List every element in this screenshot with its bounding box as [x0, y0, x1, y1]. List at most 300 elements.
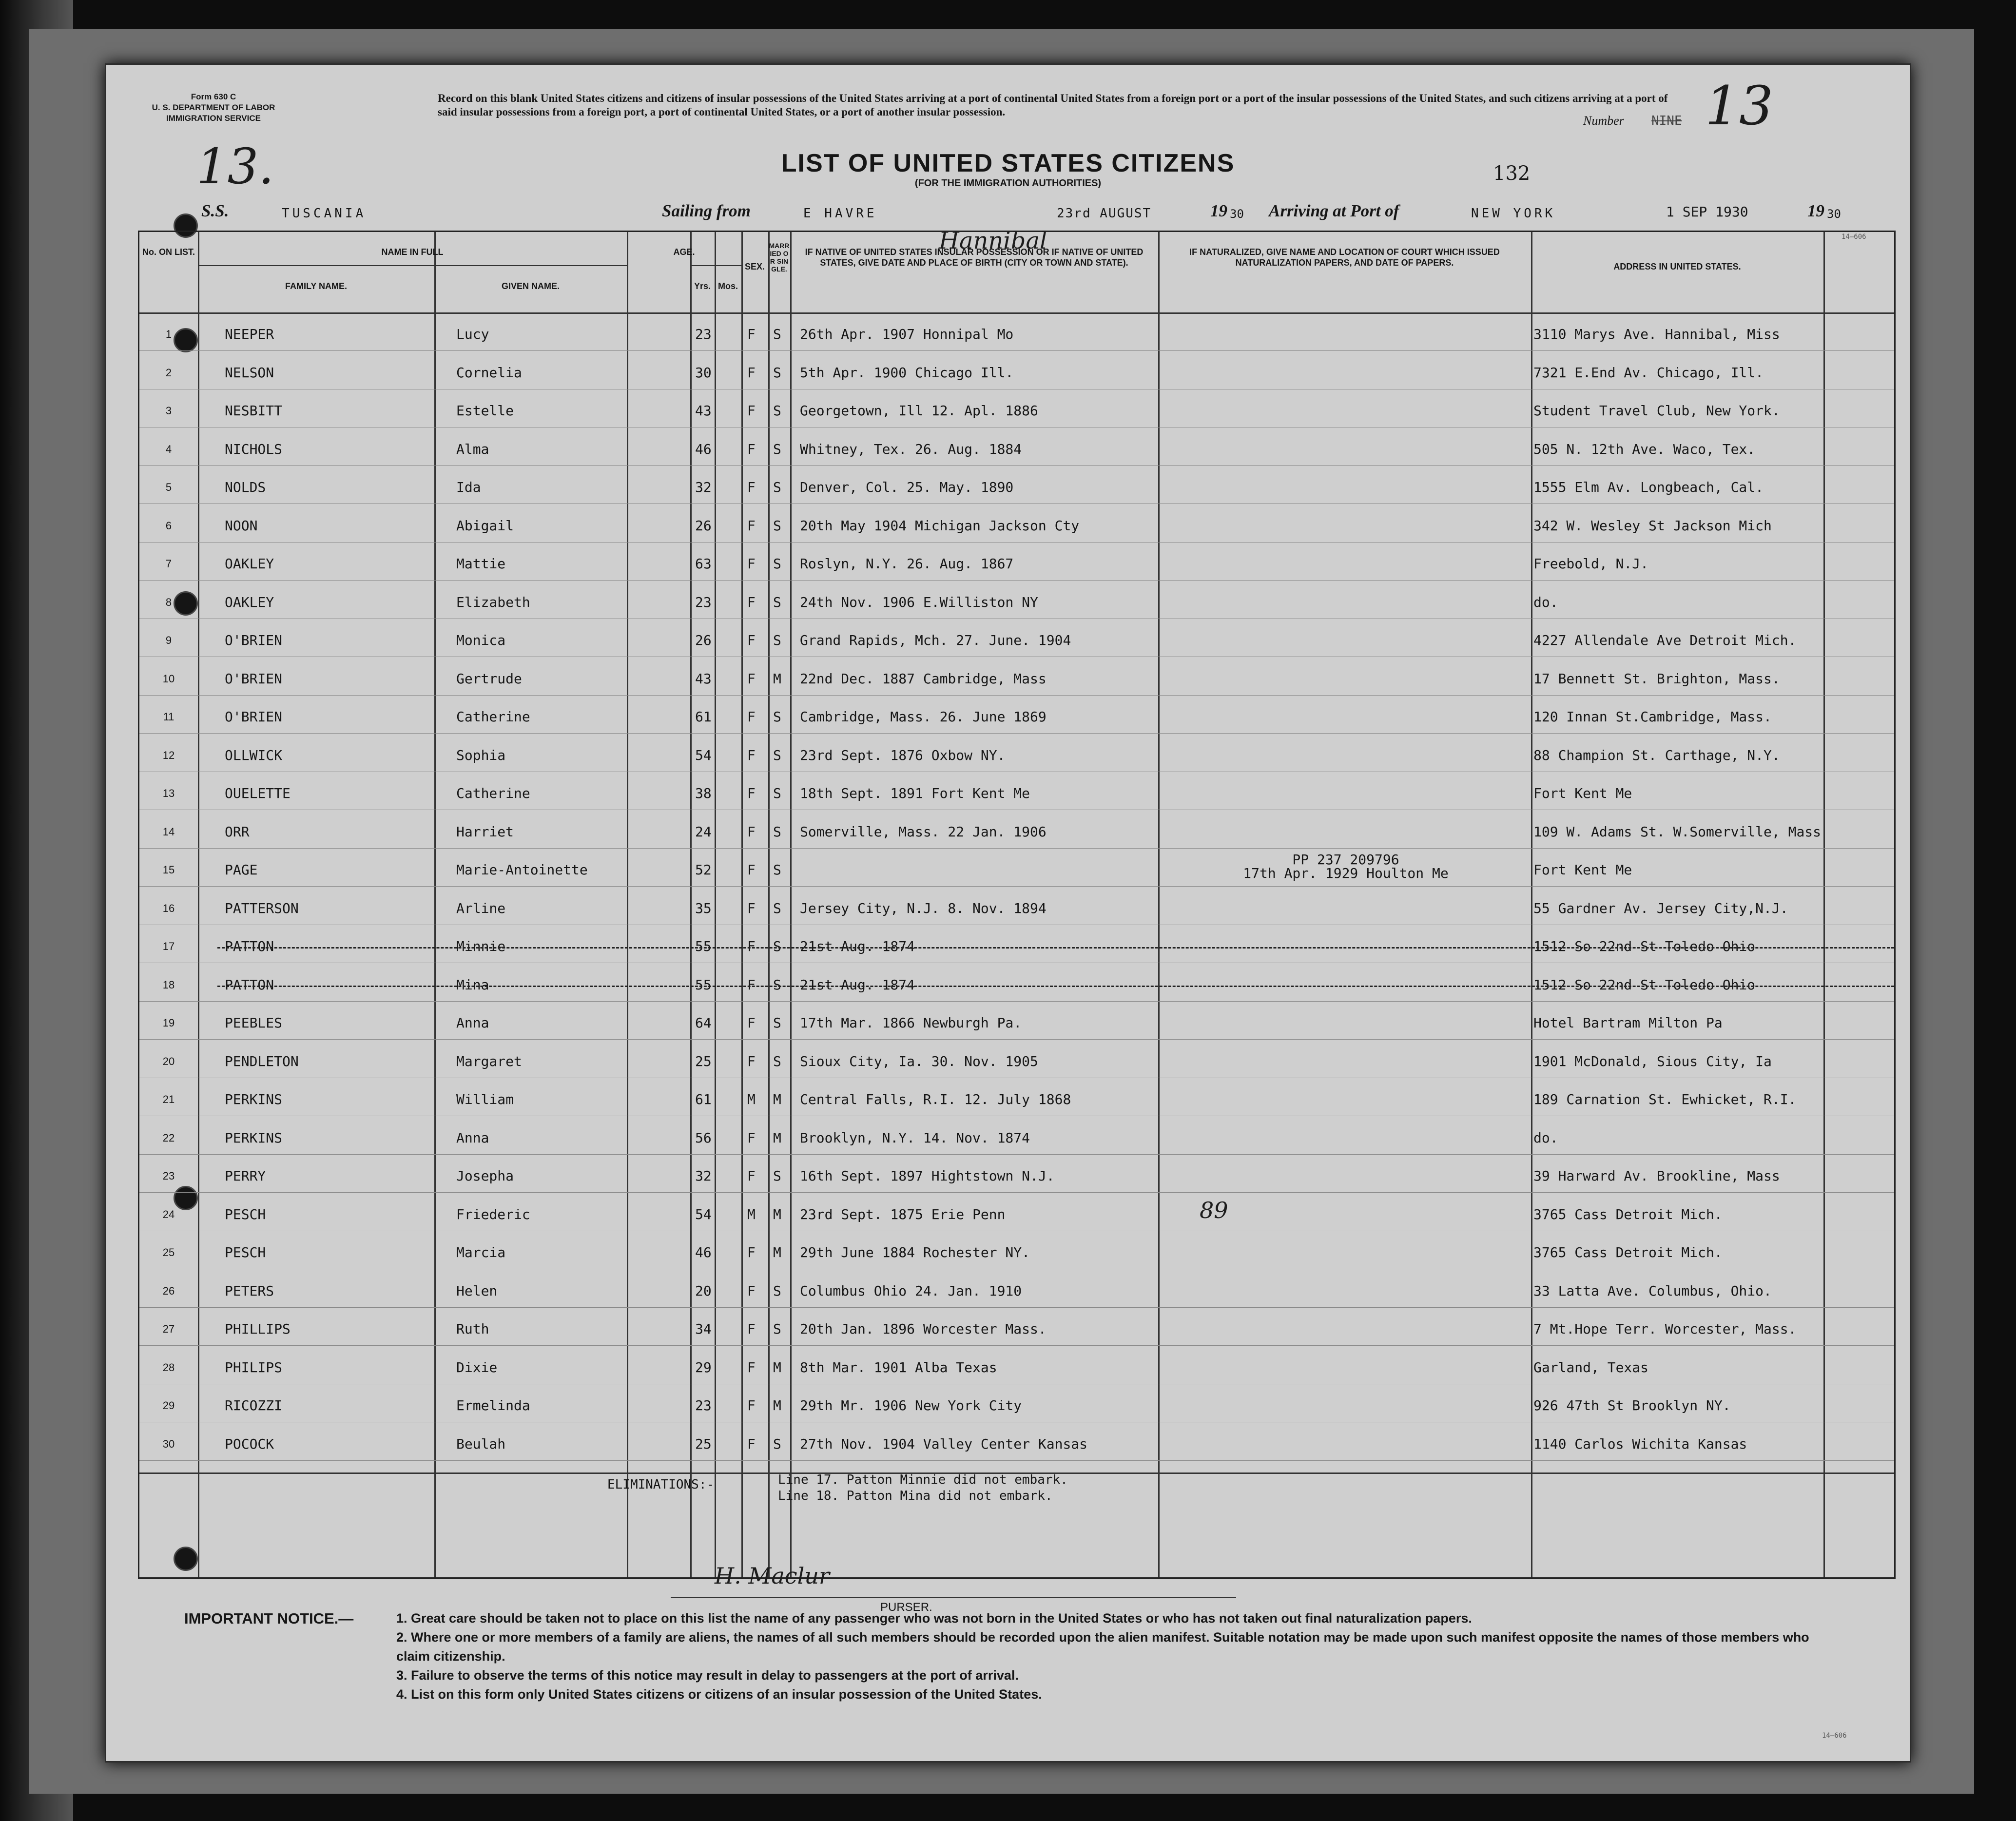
- given-name: Elizabeth: [456, 594, 530, 610]
- department-name: U. S. DEPARTMENT OF LABOR: [152, 103, 275, 112]
- address: 55 Gardner Av. Jersey City,N.J.: [1533, 900, 1788, 916]
- marital-status: M: [773, 1359, 781, 1375]
- elimination-line-17: Line 17. Patton Minnie did not embark.: [778, 1472, 1068, 1487]
- family-name: PATTERSON: [225, 900, 299, 916]
- age-years: 35: [695, 900, 712, 916]
- family-name: O'BRIEN: [225, 632, 283, 648]
- service-name: IMMIGRATION SERVICE: [166, 114, 261, 123]
- marital-status: S: [773, 556, 781, 572]
- age-years: 46: [695, 441, 712, 457]
- row-rule: [139, 1307, 1894, 1308]
- address: do.: [1533, 594, 1558, 610]
- given-name: Catherine: [456, 785, 530, 801]
- given-name: Catherine: [456, 709, 530, 725]
- address: Fort Kent Me: [1533, 862, 1632, 878]
- notice-item-4: 4. List on this form only United States citizens or citizens of an insular possession of the United States.: [396, 1687, 1042, 1702]
- family-name: NEEPER: [225, 326, 274, 342]
- row-number: 18: [162, 978, 175, 991]
- given-name: Helen: [456, 1282, 498, 1299]
- address: Garland, Texas: [1533, 1359, 1649, 1375]
- given-name: Sophia: [456, 747, 506, 763]
- row-number: 17: [162, 940, 175, 952]
- age-years: 25: [695, 1053, 712, 1069]
- sex: F: [747, 326, 756, 342]
- marital-status: S: [773, 785, 781, 801]
- age-years: 38: [695, 785, 712, 801]
- given-name: Monica: [456, 632, 506, 648]
- notice-item-3: 3. Failure to observe the terms of this notice may result in delay to passengers at the port of arrival.: [396, 1668, 1019, 1683]
- address: 505 N. 12th Ave. Waco, Tex.: [1533, 441, 1756, 457]
- birth-details: 23rd Sept. 1875 Erie Penn: [800, 1206, 1006, 1222]
- birth-details: 27th Nov. 1904 Valley Center Kansas: [800, 1435, 1088, 1452]
- family-name: NOLDS: [225, 479, 266, 495]
- year-prefix-arrival: 19: [1807, 201, 1824, 220]
- row-number: 10: [162, 672, 175, 685]
- sex: F: [747, 976, 756, 993]
- address: 189 Carnation St. Ewhicket, R.I.: [1533, 1091, 1797, 1107]
- marital-status: M: [773, 1129, 781, 1146]
- header-sex: SEX.: [744, 262, 765, 271]
- marital-status: S: [773, 1282, 781, 1299]
- address: 3765 Cass Detroit Mich.: [1533, 1244, 1723, 1260]
- marital-status: S: [773, 364, 781, 381]
- marital-status: S: [773, 479, 781, 495]
- birth-details: 23rd Sept. 1876 Oxbow NY.: [800, 747, 1006, 763]
- given-name: Dixie: [456, 1359, 498, 1375]
- address: 1555 Elm Av. Longbeach, Cal.: [1533, 479, 1764, 495]
- family-name: OLLWICK: [225, 747, 283, 763]
- age-years: 23: [695, 1397, 712, 1414]
- address: 33 Latta Ave. Columbus, Ohio.: [1533, 1282, 1772, 1299]
- marital-status: S: [773, 1321, 781, 1337]
- age-years: 63: [695, 556, 712, 572]
- age-years: 30: [695, 364, 712, 381]
- family-name: NESBITT: [225, 403, 283, 419]
- address: 7321 E.End Av. Chicago, Ill.: [1533, 364, 1764, 381]
- family-name: PERRY: [225, 1168, 266, 1184]
- sex: F: [747, 1321, 756, 1337]
- row-number: 23: [162, 1170, 175, 1182]
- marital-status: S: [773, 709, 781, 725]
- row-number: 1: [165, 328, 172, 340]
- arrival-date-stamp: 1 SEP 1930: [1666, 204, 1748, 220]
- family-name: NICHOLS: [225, 441, 283, 457]
- marital-status: S: [773, 976, 781, 993]
- sex: F: [747, 1129, 756, 1146]
- row-rule: [139, 465, 1894, 466]
- marital-status: S: [773, 632, 781, 648]
- birth-details: 21st Aug. 1874: [800, 938, 915, 954]
- marital-status: M: [773, 1244, 781, 1260]
- sex: F: [747, 709, 756, 725]
- family-name: PETERS: [225, 1282, 274, 1299]
- handwritten-number: 13: [1705, 75, 1773, 137]
- birth-details: 8th Mar. 1901 Alba Texas: [800, 1359, 997, 1375]
- birth-details: Jersey City, N.J. 8. Nov. 1894: [800, 900, 1047, 916]
- given-name: Mina: [456, 976, 489, 993]
- strikethrough-line: [217, 986, 1894, 987]
- marital-status: S: [773, 326, 781, 342]
- sex: F: [747, 479, 756, 495]
- header-years: Yrs.: [694, 281, 711, 291]
- given-name: Anna: [456, 1129, 489, 1146]
- given-name: Abigail: [456, 517, 514, 534]
- eliminations-label: ELIMINATIONS:-: [607, 1477, 715, 1492]
- sex: F: [747, 785, 756, 801]
- marital-status: M: [773, 1397, 781, 1414]
- row-number: 3: [165, 405, 172, 417]
- row-number: 25: [162, 1246, 175, 1259]
- age-years: 32: [695, 1168, 712, 1184]
- row-number: 12: [162, 749, 175, 761]
- marital-status: S: [773, 1168, 781, 1184]
- row-number: 24: [162, 1208, 175, 1220]
- given-name: Gertrude: [456, 670, 522, 687]
- marital-status: S: [773, 594, 781, 610]
- birth-details: 18th Sept. 1891 Fort Kent Me: [800, 785, 1030, 801]
- arrival-port: NEW YORK: [1471, 206, 1556, 221]
- sex: F: [747, 403, 756, 419]
- birth-details: Central Falls, R.I. 12. July 1868: [800, 1091, 1071, 1107]
- sex: F: [747, 556, 756, 572]
- header-name-in-full: NAME IN FULL: [381, 247, 444, 257]
- marital-status: S: [773, 1435, 781, 1452]
- age-years: 20: [695, 1282, 712, 1299]
- marital-status: S: [773, 517, 781, 534]
- age-years: 25: [695, 1435, 712, 1452]
- sex: M: [747, 1206, 756, 1222]
- family-name: PESCH: [225, 1244, 266, 1260]
- age-years: 54: [695, 1206, 712, 1222]
- row-rule: [139, 1001, 1894, 1002]
- marital-status: S: [773, 823, 781, 840]
- row-rule: [139, 886, 1894, 887]
- given-name: Margaret: [456, 1053, 522, 1069]
- age-years: 61: [695, 1091, 712, 1107]
- family-name: OAKLEY: [225, 556, 274, 572]
- sex: F: [747, 670, 756, 687]
- header-naturalized: IF NATURALIZED, GIVE NAME AND LOCATION OF COURT WHICH ISSUED NATURALIZATION PAPERS, AND DATE OF PAPERS.: [1189, 247, 1500, 268]
- ship-name: TUSCANIA: [282, 206, 367, 221]
- address: 342 W. Wesley St Jackson Mich: [1533, 517, 1772, 534]
- row-rule: [139, 1039, 1894, 1040]
- birth-details: 16th Sept. 1897 Hightstown N.J.: [800, 1168, 1055, 1184]
- age-years: 23: [695, 594, 712, 610]
- marital-status: S: [773, 1053, 781, 1069]
- marital-status: S: [773, 747, 781, 763]
- address: Fort Kent Me: [1533, 785, 1632, 801]
- form-code-bottom: 14—606: [1822, 1732, 1847, 1740]
- sex: F: [747, 1397, 756, 1414]
- given-name: Minnie: [456, 938, 506, 954]
- header-given-name: GIVEN NAME.: [501, 281, 560, 291]
- handwritten-margin-note: 89: [1200, 1197, 1228, 1223]
- age-years: 29: [695, 1359, 712, 1375]
- family-name: PHILIPS: [225, 1359, 283, 1375]
- marital-status: M: [773, 1091, 781, 1107]
- address: 120 Innan St.Cambridge, Mass.: [1533, 709, 1772, 725]
- given-name: Josepha: [456, 1168, 514, 1184]
- sex: F: [747, 747, 756, 763]
- address: 109 W. Adams St. W.Somerville, Mass: [1533, 823, 1822, 840]
- header-no: No. ON LIST.: [142, 247, 195, 257]
- family-name: PATTON: [225, 938, 274, 954]
- birth-details: Somerville, Mass. 22 Jan. 1906: [800, 823, 1047, 840]
- family-name: PESCH: [225, 1206, 266, 1222]
- sex: F: [747, 1053, 756, 1069]
- sex: F: [747, 1282, 756, 1299]
- sex: F: [747, 441, 756, 457]
- row-rule: [139, 733, 1894, 734]
- marital-status: S: [773, 441, 781, 457]
- ss-label: S.S.: [201, 201, 229, 220]
- address: 3765 Cass Detroit Mich.: [1533, 1206, 1723, 1222]
- given-name: Mattie: [456, 556, 506, 572]
- form-instructions: Record on this blank United States citizens and citizens of insular possessions of the United States arriving at a port of continental United States from a foreign port or a port of the insular possessions of the United States, and such citizens arriving at a port of said insular possessions from a foreign port, a port of continental United States, or a port of another insular possession.: [438, 92, 1668, 118]
- birth-details: 5th Apr. 1900 Chicago Ill.: [800, 364, 1014, 381]
- given-name: Cornelia: [456, 364, 522, 381]
- birth-details: 26th Apr. 1907 Honnipal Mo: [800, 326, 1014, 342]
- age-years: 43: [695, 403, 712, 419]
- row-number: 19: [162, 1017, 175, 1029]
- family-name: PENDLETON: [225, 1053, 299, 1069]
- birth-details: 22nd Dec. 1887 Cambridge, Mass: [800, 670, 1047, 687]
- given-name: Ruth: [456, 1321, 489, 1337]
- address: 1512 So 22nd St Toledo Ohio: [1533, 938, 1756, 954]
- birth-details: Cambridge, Mass. 26. June 1869: [800, 709, 1047, 725]
- row-rule: [139, 1192, 1894, 1193]
- birth-details: Columbus Ohio 24. Jan. 1910: [800, 1282, 1022, 1299]
- age-years: 52: [695, 862, 712, 878]
- row-rule: [139, 1154, 1894, 1155]
- marital-status: M: [773, 1206, 781, 1222]
- birth-details: 29th June 1884 Rochester NY.: [800, 1244, 1030, 1260]
- address: 1901 McDonald, Sious City, Ia: [1533, 1053, 1772, 1069]
- form-code-top: 14—606: [1842, 233, 1866, 241]
- family-name: RICOZZI: [225, 1397, 283, 1414]
- purser-signature: H. Maclur: [715, 1563, 830, 1589]
- sex: F: [747, 823, 756, 840]
- age-years: 26: [695, 517, 712, 534]
- header-age: AGE.: [673, 247, 695, 257]
- given-name: Marcia: [456, 1244, 506, 1260]
- row-number: 20: [162, 1055, 175, 1067]
- sex: F: [747, 1244, 756, 1260]
- given-name: Friederic: [456, 1206, 530, 1222]
- sailing-label: Sailing from: [662, 201, 751, 220]
- sex: F: [747, 862, 756, 878]
- family-name: PATTON: [225, 976, 274, 993]
- address: 88 Champion St. Carthage, N.Y.: [1533, 747, 1780, 763]
- row-rule: [139, 1345, 1894, 1346]
- row-number: 6: [165, 519, 172, 532]
- birth-details: Roslyn, N.Y. 26. Aug. 1867: [800, 556, 1014, 572]
- address: Hotel Bartram Milton Pa: [1533, 1015, 1723, 1031]
- elimination-line-18: Line 18. Patton Mina did not embark.: [778, 1489, 1053, 1503]
- notice-lead: IMPORTANT NOTICE.—: [184, 1610, 354, 1627]
- sex: F: [747, 632, 756, 648]
- passenger-table: [138, 227, 1896, 1614]
- birth-details: 21st Aug. 1874: [800, 976, 915, 993]
- notice-item-1: 1. Great care should be taken not to place on this list the name of any passenger who was not born in the United States or who has not taken out final naturalization papers.: [396, 1611, 1472, 1626]
- sex: F: [747, 364, 756, 381]
- arrival-year: 30: [1827, 207, 1841, 221]
- marital-status: S: [773, 403, 781, 419]
- header-married-single: MARRIED OR SINGLE.: [769, 242, 790, 273]
- age-years: 61: [695, 709, 712, 725]
- row-number: 14: [162, 825, 175, 838]
- age-years: 55: [695, 976, 712, 993]
- marital-status: S: [773, 900, 781, 916]
- birth-details: 20th Jan. 1896 Worcester Mass.: [800, 1321, 1047, 1337]
- given-name: Ermelinda: [456, 1397, 530, 1414]
- number-label: Number: [1583, 114, 1624, 128]
- family-name: O'BRIEN: [225, 670, 283, 687]
- row-rule: [139, 695, 1894, 696]
- row-number: 16: [162, 902, 175, 914]
- form-number: Form 630 C: [191, 92, 236, 101]
- header-months: Mos.: [717, 281, 738, 291]
- sailing-year: 30: [1230, 207, 1244, 221]
- given-name: Anna: [456, 1015, 489, 1031]
- family-name: PAGE: [225, 862, 258, 878]
- given-name: Marie-Antoinette: [456, 862, 588, 878]
- address: 7 Mt.Hope Terr. Worcester, Mass.: [1533, 1321, 1797, 1337]
- page-subtitle: (FOR THE IMMIGRATION AUTHORITIES): [914, 178, 1102, 189]
- sex: F: [747, 594, 756, 610]
- family-name: ORR: [225, 823, 250, 840]
- page-stamp: 132: [1493, 162, 1531, 185]
- marital-status: S: [773, 862, 781, 878]
- sex: F: [747, 1015, 756, 1031]
- age-years: 56: [695, 1129, 712, 1146]
- age-years: 55: [695, 938, 712, 954]
- sailing-date: 23rd AUGUST: [1057, 206, 1152, 221]
- row-number: 2: [165, 366, 172, 379]
- age-years: 32: [695, 479, 712, 495]
- row-number: 11: [163, 711, 174, 723]
- notice-item-2: 2. Where one or more members of a family are aliens, the names of all such members should be recorded upon the alien manifest. Suitable notation may be made upon such manifest opposite the names of those members who claim citizenship.: [396, 1630, 1809, 1664]
- address: 39 Harward Av. Brookline, Mass: [1533, 1168, 1780, 1184]
- address: do.: [1533, 1129, 1558, 1146]
- family-name: PEEBLES: [225, 1015, 283, 1031]
- birth-details: 24th Nov. 1906 E.Williston NY: [800, 594, 1038, 610]
- family-name: POCOCK: [225, 1435, 274, 1452]
- birth-details: Georgetown, Ill 12. Apl. 1886: [800, 403, 1038, 419]
- arriving-label: Arriving at Port of: [1269, 201, 1399, 220]
- row-number: 29: [162, 1399, 175, 1412]
- sex: F: [747, 1168, 756, 1184]
- given-name: Alma: [456, 441, 489, 457]
- row-number: 8: [165, 596, 172, 608]
- age-years: 54: [695, 747, 712, 763]
- address: 3110 Marys Ave. Hannibal, Miss: [1533, 326, 1780, 342]
- number-value: NINE: [1651, 114, 1682, 128]
- age-years: 46: [695, 1244, 712, 1260]
- family-name: NELSON: [225, 364, 274, 381]
- row-number: 28: [162, 1361, 175, 1374]
- age-years: 34: [695, 1321, 712, 1337]
- handwritten-sheet-number: 13.: [196, 138, 274, 195]
- age-years: 23: [695, 326, 712, 342]
- age-years: 64: [695, 1015, 712, 1031]
- given-name: Arline: [456, 900, 506, 916]
- row-number: 7: [165, 558, 172, 570]
- birth-details: Brooklyn, N.Y. 14. Nov. 1874: [800, 1129, 1030, 1146]
- given-name: Ida: [456, 479, 481, 495]
- family-name: OUELETTE: [225, 785, 291, 801]
- sex: M: [747, 1091, 756, 1107]
- sex: F: [747, 1435, 756, 1452]
- strikethrough-line: [217, 947, 1894, 949]
- header-address: ADDRESS IN UNITED STATES.: [1613, 262, 1741, 271]
- family-name: NOON: [225, 517, 258, 534]
- manifest-page: [105, 63, 1911, 1763]
- marital-status: M: [773, 670, 781, 687]
- family-name: PERKINS: [225, 1129, 283, 1146]
- birth-details: Sioux City, Ia. 30. Nov. 1905: [800, 1053, 1038, 1069]
- address: 1140 Carlos Wichita Kansas: [1533, 1435, 1747, 1452]
- row-number: 15: [162, 864, 175, 876]
- purser-signature-line: [671, 1597, 1236, 1598]
- header-family-name: FAMILY NAME.: [285, 281, 348, 291]
- marital-status: S: [773, 938, 781, 954]
- row-number: 21: [162, 1093, 175, 1105]
- row-number: 5: [165, 481, 172, 493]
- row-rule: [139, 848, 1894, 849]
- sailing-port: E HAVRE: [803, 206, 877, 221]
- purser-label: PURSER.: [880, 1601, 932, 1614]
- family-name: OAKLEY: [225, 594, 274, 610]
- row-number: 9: [165, 634, 172, 646]
- sex: F: [747, 1359, 756, 1375]
- row-rule: [139, 1460, 1894, 1461]
- year-prefix-sailing: 19: [1210, 201, 1227, 220]
- row-number: 27: [162, 1323, 175, 1335]
- given-name: Harriet: [456, 823, 514, 840]
- family-name: O'BRIEN: [225, 709, 283, 725]
- row-number: 4: [165, 443, 172, 455]
- row-number: 22: [162, 1131, 175, 1144]
- sex: F: [747, 517, 756, 534]
- birth-details: 29th Mr. 1906 New York City: [800, 1397, 1022, 1414]
- birth-details: Grand Rapids, Mch. 27. June. 1904: [800, 632, 1071, 648]
- row-number: 30: [162, 1437, 175, 1450]
- page-title: LIST OF UNITED STATES CITIZENS: [781, 149, 1235, 177]
- sex: F: [747, 938, 756, 954]
- address: 1512 So 22nd St Toledo Ohio: [1533, 976, 1756, 993]
- form-identifier: [136, 92, 291, 124]
- address: Freebold, N.J.: [1533, 556, 1649, 572]
- age-years: 26: [695, 632, 712, 648]
- given-name: Estelle: [456, 403, 514, 419]
- handwritten-birth-correction: Hannibal: [939, 227, 1047, 254]
- family-name: PHILLIPS: [225, 1321, 291, 1337]
- birth-details: 17th Mar. 1866 Newburgh Pa.: [800, 1015, 1022, 1031]
- naturalization-details: PP 237 209796 17th Apr. 1929 Houlton Me: [1243, 852, 1449, 881]
- address: Student Travel Club, New York.: [1533, 403, 1780, 419]
- given-name: William: [456, 1091, 514, 1107]
- given-name: Lucy: [456, 326, 489, 342]
- marital-status: S: [773, 1015, 781, 1031]
- given-name: Beulah: [456, 1435, 506, 1452]
- address: 926 47th St Brooklyn NY.: [1533, 1397, 1731, 1414]
- row-rule: [139, 350, 1894, 351]
- birth-details: Whitney, Tex. 26. Aug. 1884: [800, 441, 1022, 457]
- address: 17 Bennett St. Brighton, Mass.: [1533, 670, 1780, 687]
- age-years: 43: [695, 670, 712, 687]
- birth-details: Denver, Col. 25. May. 1890: [800, 479, 1014, 495]
